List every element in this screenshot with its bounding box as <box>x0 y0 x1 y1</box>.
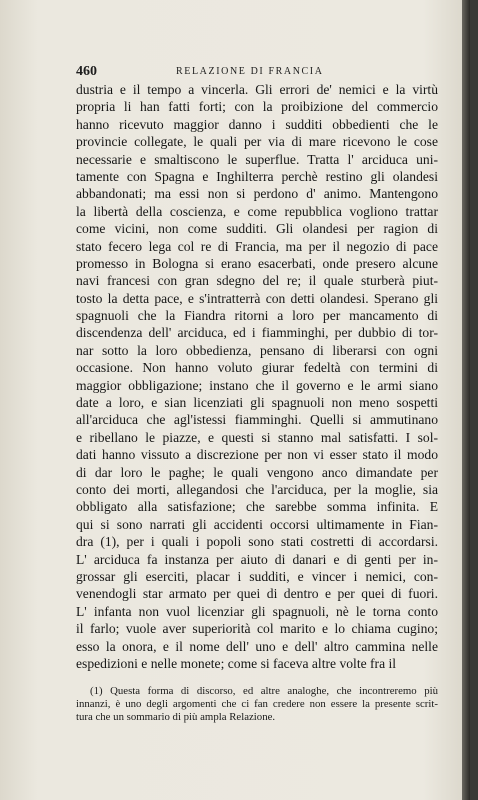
footnote <box>76 685 438 725</box>
text-line: esso la onora, e il nome dell' uno e dell' altro cammina nelle <box>76 638 438 654</box>
text-line: conto dei morti, allegandosi che l'arciduca, per la moglie, sia <box>76 481 438 497</box>
text-line: dustria e il tempo a vincerla. Gli errori de' nemici e la virtù <box>76 82 438 97</box>
text-line: il farlo; vuole aver superiorità col marito e lo chiama cugino; <box>76 621 438 637</box>
text-line: grossar gli eserciti, placar i sudditi, e vincer i nemici, con- <box>76 568 438 584</box>
page-number: 460 <box>76 64 97 79</box>
text-line: spagnuoli che la Fiandra ritorni a loro per mancamento di <box>76 308 438 324</box>
text-line: all'arciduca che agl'istessi fiamminghi. Quelli si ammutinano <box>76 412 438 428</box>
text-line: nar sotto la loro obbedienza, pensano di liberarsi con ogni <box>76 342 438 358</box>
text-line: venendogli star armato per quei di dentro e per quei di fuori. <box>76 586 438 602</box>
text-line: dra (1), per i quali i popoli sono stati costretti di accordarsi. <box>76 534 438 550</box>
text-line: di dar loro le paghe; le quali vengono anco dimandate per <box>76 464 438 480</box>
body-text <box>76 81 438 672</box>
text-line: stato fecero lega col re di Francia, ma per il negozio di pace <box>76 238 438 254</box>
text-line: promesso in Bologna si erano esacerbati, onde presero alcune <box>76 255 438 271</box>
running-head: RELAZIONE DI FRANCIA <box>176 66 324 77</box>
text-line: maggior obbligazione; instano che il governo e le armi siano <box>76 377 438 393</box>
text-line: la libertà della coscienza, e come repubblica vogliono trattar <box>76 203 438 219</box>
text-line: e ribellano le piazze, e questi si stanno mal satisfatti. I sol- <box>76 429 438 445</box>
text-line: occasione. Non hanno voluto giurar fedeltà con termini di <box>76 360 438 376</box>
footnote-line: (1) Questa forma di discorso, ed altre analoghe, che incontreremo più <box>90 684 438 697</box>
text-line: provincie collegate, le quali per via di mare ricevono le cose <box>76 134 438 150</box>
text-line: obbligato alla satisfazione; che sarebbe somma infinita. E <box>76 499 438 515</box>
text-line: dati hanno vissuto a discrezione per non vi esser stato il modo <box>76 447 438 463</box>
text-line: navi francesi con gran sdegno del re; il quale sturberà piut- <box>76 273 438 289</box>
text-line: qui si sono narrati gli accidenti occorsi ultimamente in Fian- <box>76 516 438 532</box>
text-line: L' arciduca fa instanza per aiuto di danari e di genti per in- <box>76 551 438 567</box>
page-edge-shadow <box>462 0 470 800</box>
text-line: propria li han fatti forti; con la proibizione del commercio <box>76 99 438 115</box>
text-line: discendenza dell' arciduca, ed i fiamminghi, per dubbio di tor- <box>76 325 438 341</box>
text-line: come vicini, non come sudditi. Gli olandesi per ragion di <box>76 221 438 237</box>
page-header <box>76 64 436 80</box>
text-line: L' infanta non vuol licenziar gli spagnuoli, nè le torna conto <box>76 603 438 619</box>
text-line: hanno ricevuto maggior danno i sudditi obbedienti che le <box>76 116 438 132</box>
text-line: abbandonati; ma essi non si perdono d' animo. Mantengono <box>76 186 438 202</box>
text-line: necessarie e smaltiscono le superflue. Tratta l' arciduca uni- <box>76 151 438 167</box>
footnote-line: innanzi, è uno degli argomenti che ci fan credere non essere la presente scrit- <box>76 697 438 710</box>
footnote-line: tura che un sommario di più ampla Relazione. <box>76 710 276 723</box>
text-line: tamente con Spagna e Inghilterra perchè restino gli olandesi <box>76 168 438 184</box>
text-line: espedizioni e nelle monete; come si faceva altre volte fra il <box>76 655 397 671</box>
text-line: date a loro, e sian licenziati gli spagnuoli non meno sospetti <box>76 395 438 411</box>
text-line: tosto la detta pace, e s'intratterrà con detti olandesi. Sperano gli <box>76 290 438 306</box>
